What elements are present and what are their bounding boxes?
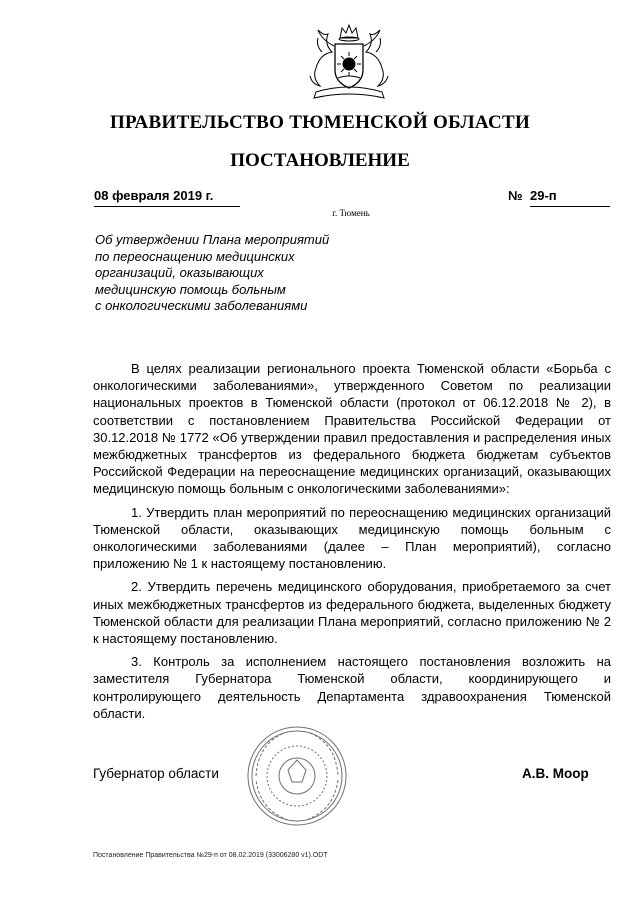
document-number [508, 188, 610, 206]
subject-line: Об утверждении Плана мероприятий [95, 232, 330, 247]
official-seal-icon [244, 724, 350, 828]
number-sign: № [508, 188, 523, 203]
body-paragraph-3: 3. Контроль за исполнением настоящего постановления возложить на заместителя Губернатора Тюменской области, координирующего и контролирующего деятельность Департамента здравоохранения Тюменской области. [93, 654, 611, 721]
subject-line: медицинскую помощь больным [95, 281, 286, 297]
document-date: 08 февраля 2019 г. [94, 188, 240, 207]
document-subject [95, 232, 395, 315]
signatory-name: А.В. Моор [522, 766, 589, 781]
document-body [93, 360, 611, 728]
number-value: 29-п [530, 188, 610, 207]
body-paragraph-2: 2. Утвердить перечень медицинского оборудования, приобретаемого за счет иных межбюджетных трансфертов из федерального бюджета, выделенных бюджету Тюменской области для реализации Плана мероприятий, согласно приложению № 2 к настоящему постановлению. [93, 579, 611, 647]
subject-line: организаций, оказывающих [95, 265, 264, 281]
city-label: г. Тюмень [332, 208, 370, 218]
subject-line: с онкологическими заболеваниями [95, 298, 308, 314]
signatory-position: Губернатор области [93, 766, 219, 781]
body-paragraph-preamble: В целях реализации регионального проекта Тюменской области «Борьба с онкологическими заболеваниями», утвержденного Советом по реализации национальных проектов в Тюменской области (протокол от 06.12.2018 № 2), в соответствии с постановлением Правительства Российской Федерации от 30.12.2018 № 1772 «Об утверждении правил предоставления и распределения иных межбюджетных трансфертов из федерального бюджета бюджетам субъектов Российской Федерации на переоснащение медицинских организаций, оказывающих медицинскую помощь больным с онкологическими заболеваниями»: [93, 361, 611, 497]
government-title: ПРАВИТЕЛЬСТВО ТЮМЕНСКОЙ ОБЛАСТИ [109, 112, 531, 133]
document-type-title: ПОСТАНОВЛЕНИЕ [230, 150, 410, 171]
tyumen-coat-of-arms-icon [302, 22, 396, 104]
subject-line: по переоснащению медицинских [95, 248, 295, 264]
document-footer: Постановление Правительства №29-п от 08.02.2019 (33006280 v1).ODT [93, 852, 328, 859]
body-paragraph-1: 1. Утвердить план мероприятий по переоснащению медицинских организаций Тюменской области, оказывающих медицинскую помощь больным с онкологическими заболеваниями (далее – План мероприятий), согласно приложению № 1 к настоящему постановлению. [93, 504, 611, 572]
